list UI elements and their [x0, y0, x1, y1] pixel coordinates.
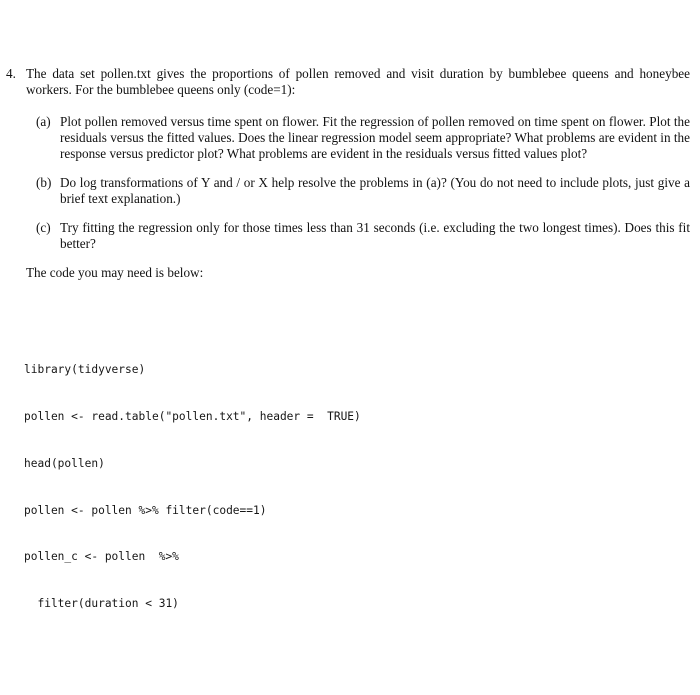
code-line: pollen <- pollen %>% filter(code==1) [24, 503, 267, 517]
subpart-a [36, 114, 690, 162]
subpart-c-text: Try fitting the regression only for those times less than 31 seconds (i.e. excluding the two longest times). Does this fit better? [60, 220, 690, 251]
code-block [24, 331, 361, 643]
code-intro-text: The code you may need is below: [26, 265, 204, 280]
code-line: pollen <- read.table("pollen.txt", header = TRUE) [24, 409, 361, 423]
subpart-a-text: Plot pollen removed versus time spent on flower. Fit the regression of pollen removed on time spent on flower. Plot the residuals versus the fitted values. Does the linear regression model seem appropriate? What problems are evident in the response versus predictor plot? What problems are evident in the residuals versus fitted values plot? [60, 114, 690, 161]
code-line: library(tidyverse) [24, 363, 146, 377]
subpart-c-label: (c) [36, 220, 51, 235]
code-line: pollen_c <- pollen %>% [24, 550, 179, 564]
problem-subparts [36, 114, 690, 252]
subpart-b-text: Do log transformations of Y and / or X help resolve the problems in (a)? (You do not need to include plots, just give a brief text explanation.) [60, 175, 690, 206]
problem-statement: The data set pollen.txt gives the proportions of pollen removed and visit duration by bumblebee queens and honeybee workers. For the bumblebee queens only (code=1): [26, 66, 690, 97]
problem-number: 4. [6, 66, 16, 81]
subpart-b-label: (b) [36, 175, 52, 190]
code-line: head(pollen) [24, 456, 105, 470]
code-line: filter(duration < 31) [24, 597, 179, 611]
problem-4 [6, 66, 690, 281]
subpart-b [36, 175, 690, 207]
subpart-a-label: (a) [36, 114, 51, 129]
subpart-c [36, 220, 690, 252]
